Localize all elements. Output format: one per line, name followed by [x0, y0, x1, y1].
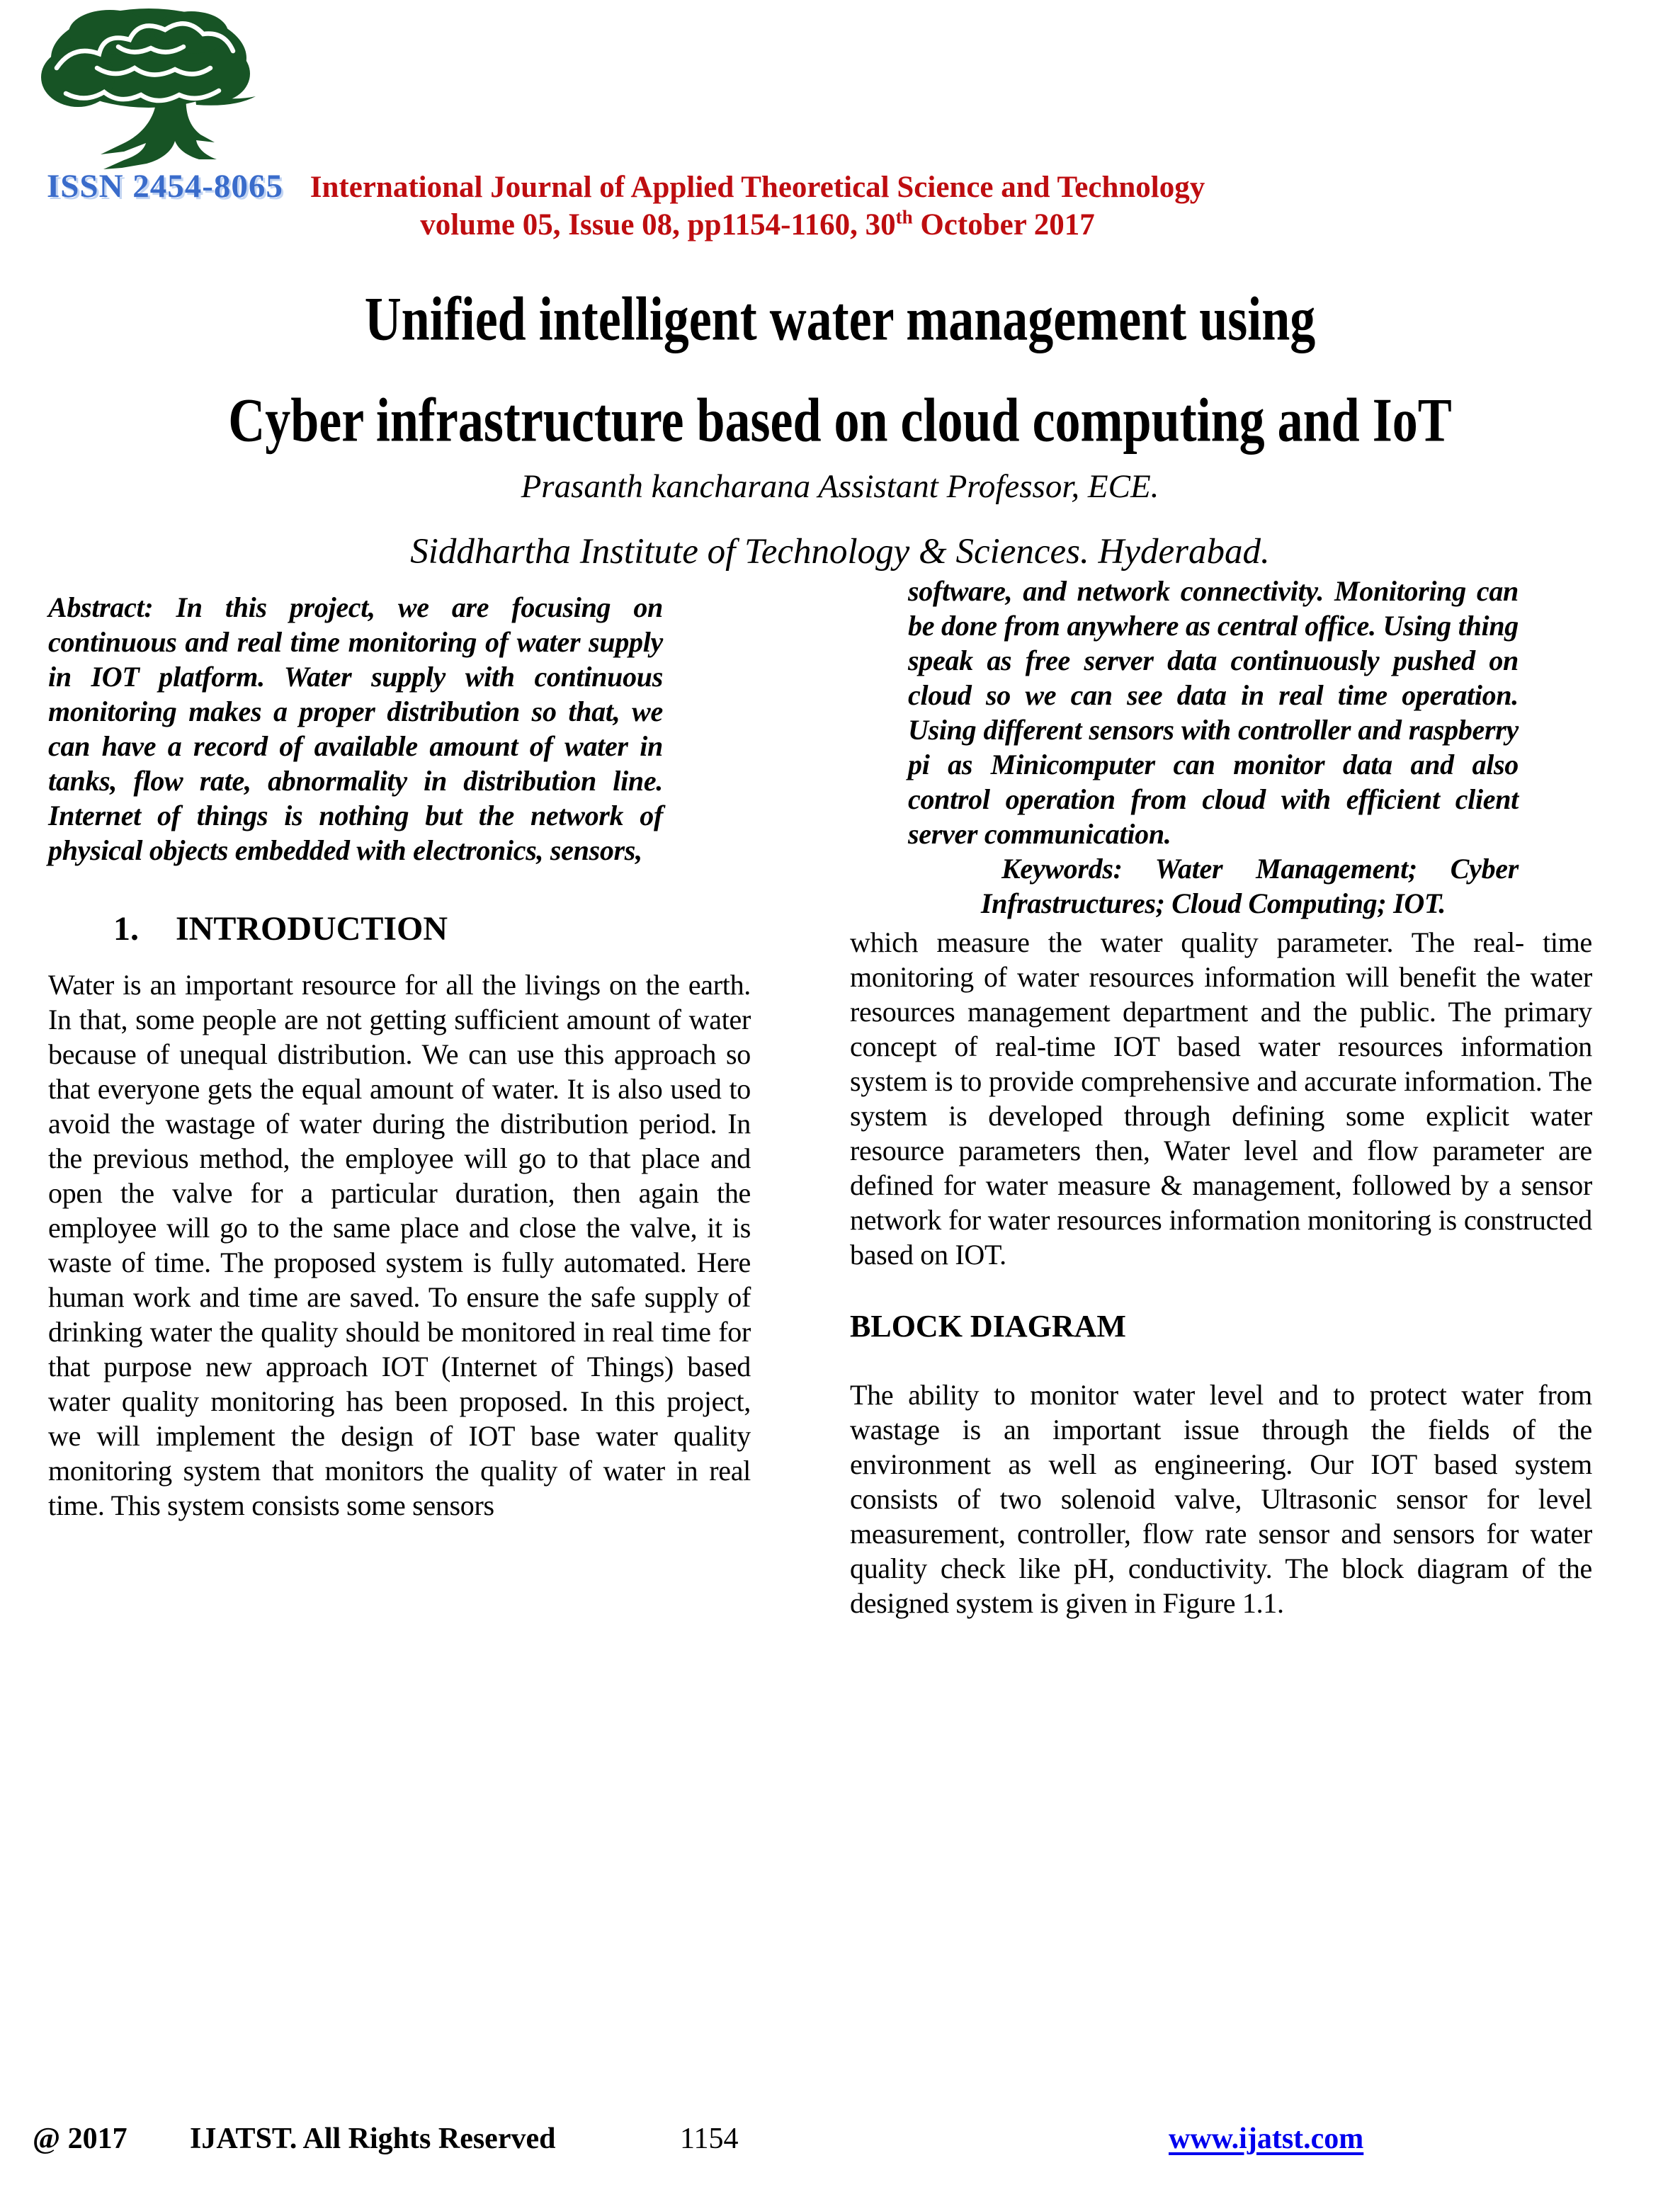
section-heading-block-diagram: BLOCK DIAGRAM	[850, 1309, 1126, 1344]
introduction-paragraph: Water is an important resource for all the livings on the earth. In that, some people are not getting sufficient amount of water because of unequal distribution. We can use this approach so that everyone gets the equal amount of water. It is also used to avoid the wastage of water during the distribution period. In the previous method, the employee will go to that place and open the valve for a particular duration, then again the employee will go to the same place and close the valve, it is waste of time. The proposed system is fully automated. Here human work and time are saved. To ensure the safe supply of drinking water the quality should be monitored in real time for that purpose new approach IOT (Internet of Things) based water quality monitoring has been proposed. In this project, we will implement the design of IOT base water quality monitoring system that monitors the quality of water in real time. This system consists some sensors	[48, 969, 751, 1521]
affiliation-line: Siddhartha Institute of Technology & Sciences. Hyderabad.	[410, 532, 1270, 572]
paper-title-line1: Unified intelligent water management using	[364, 284, 1316, 353]
page-footer	[0, 2122, 1680, 2164]
journal-tree-logo-icon	[18, 3, 259, 173]
copyright-label: @ 2017	[33, 2123, 127, 2155]
section-title: INTRODUCTION	[176, 910, 448, 948]
abstract-paragraph: Abstract: In this project, we are focusing on continuous and real time monitoring of water supply in IOT platform. Water supply with continuous monitoring makes a proper distribution so that, we can have a record of available amount of water in tanks, flow rate, abnormality in distribution line. Internet of things is nothing but the network of physical objects embedded with electronics, sensors,	[48, 591, 663, 866]
volume-text: volume 05, Issue 08, pp1154-1160, 30	[420, 208, 896, 242]
section-heading-introduction	[48, 911, 751, 946]
right-column	[850, 574, 1592, 1620]
journal-volume-line	[263, 206, 1252, 244]
section-number: 1.	[113, 910, 139, 948]
author-line: Prasanth kancharana Assistant Professor, ECE.	[521, 468, 1159, 505]
abstract-continued-paragraph: software, and network connectivity. Monitoring can be done from anywhere as central office. Using thing speak as free server data continuously pushed on cloud so we can see data in real time operation. Using different sensors with controller and raspberry pi as Minicomputer can monitor data and also control operation from cloud with efficient client server communication.	[908, 575, 1519, 850]
issn-label: ISSN 2454-8065	[47, 168, 283, 205]
body-paragraph: which measure the water quality parameter. The real- time monitoring of water resources information will benefit the water resources management department and the public. The primary concept of real-time IOT based water resources information system is to provide comprehensive and accurate information. The system is developed through defining some explicit water resource parameters then, Water level and flow parameter are defined for water measure & management, followed by a sensor network for water resources information monitoring is constructed based on IOT.	[850, 926, 1592, 1271]
block-diagram-paragraph: The ability to monitor water level and to protect water from wastage is an important issue through the fields of the environment as well as engineering. Our IOT based system consists of two solenoid valve, Ultrasonic sensor for level measurement, controller, flow rate sensor and sensors for water quality check like pH, conductivity. The block diagram of the designed system is given in Figure 1.1.	[850, 1379, 1592, 1619]
date-ordinal-superscript: th	[895, 206, 913, 228]
keywords-line: Keywords: Water Management; Cyber Infrastructures; Cloud Computing; IOT.	[980, 853, 1519, 919]
journal-name-line: International Journal of Applied Theoretical Science and Technology	[310, 171, 1205, 204]
left-column	[48, 590, 751, 1523]
page-number: 1154	[680, 2123, 739, 2155]
date-text: October 2017	[912, 208, 1095, 242]
website-link[interactable]: www.ijatst.com	[1169, 2123, 1364, 2155]
rights-label: IJATST. All Rights Reserved	[190, 2123, 556, 2155]
paper-title-line2: Cyber infrastructure based on cloud computing and IoT	[228, 385, 1452, 455]
journal-header	[263, 169, 1252, 244]
